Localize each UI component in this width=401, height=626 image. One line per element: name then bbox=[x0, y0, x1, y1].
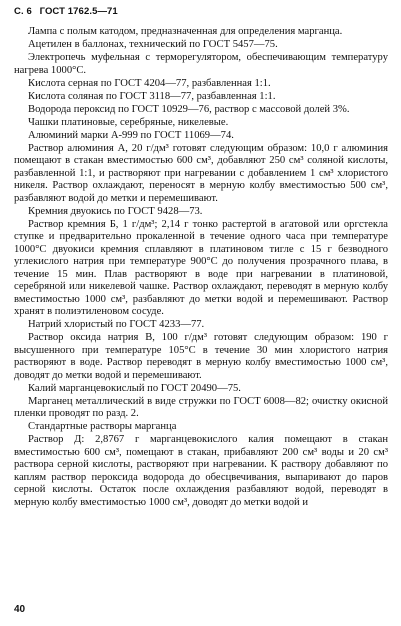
paragraph-sodium-chloride: Натрий хлористый по ГОСТ 4233—77. bbox=[28, 319, 205, 330]
paragraph-sulfuric-acid: Кислота серная по ГОСТ 4204—77, разбавленная 1:1. bbox=[28, 77, 271, 89]
paragraph-silica: Кремния двуокись по ГОСТ 9428—73. bbox=[28, 205, 203, 217]
paragraph-manganese-metal: Марганец металлический в виде стружки по ГОСТ 6008—82; очистку окисной пленки проводят по разд. 2. bbox=[14, 395, 388, 419]
paragraph-hydrogen-peroxide: Водорода пероксид по ГОСТ 10929—76, раствор с массовой долей 3%. bbox=[28, 103, 350, 115]
subheading-standard-solutions: Стандартные растворы марганца bbox=[28, 421, 177, 432]
paragraph-sodium-oxide-solution: Раствор оксида натрия В, 100 г/дм³ готовят следующим образом: 190 г высушенного при температуре 105°С в течение 30 мин хлористого натрия растворяют в воде. Раствор переводят в мерную колбу вместимостью 1000 см³, доводят до метки водой и перемешивают. bbox=[14, 332, 388, 381]
paragraph-aluminium-solution: Раствор алюминия А, 20 г/дм³ готовят следующим образом: 10,0 г алюминия помещают в стакан вместимостью 600 см³, добавляют 250 см³ соляной кислоты, разбавленной 1:1, и растворяют при нагревании с добавлением 1 см³ хлористого никеля. Раствор охлаждают, переносят в мерную колбу вместимостью 500 см³, разбавляют водой до метки и перемешивают. bbox=[14, 142, 388, 204]
paragraph-lamp: Лампа с полым катодом, предназначенная для определения марганца. bbox=[28, 26, 343, 37]
page-number: 40 bbox=[14, 604, 26, 615]
paragraph-furnace: Электропечь муфельная с терморегулятором, обеспечивающим температуру нагрева 1000°С. bbox=[14, 52, 388, 76]
paragraph-aluminium: Алюминий марки А-999 по ГОСТ 11069—74. bbox=[28, 129, 234, 141]
document-body bbox=[14, 26, 388, 509]
paragraph-silicon-solution: Раствор кремния Б, 1 г/дм³; 2,14 г тонко растертой в агатовой или оргстекла ступке и предварительно прокаленной в течение одного часа при температуре 1000°С двуокиси кремния сплавляют в платиновом тигле с 15 г безводного углекислого натрия при температуре 900°С до получения прозрачного плава, в течение 15 мин. Плав растворяют в воде при нагревании в платиновой, серебряной или никелевой чашке. Раствор охлаждают, переводят в мерную колбу вместимостью 1000 см³, разбавляют до метки водой и перемешивают. Раствор хранят в полиэтиленовом сосуде. bbox=[14, 218, 388, 317]
paragraph-dishes: Чашки платиновые, серебряные, никелевые. bbox=[28, 116, 229, 128]
paragraph-solution-d: Раствор Д: 2,8767 г марганцевокислого калия помещают в стакан вместимостью 600 см³, помещают в стакан, прибавляют 200 см³ воды и 20 см³ раствора серной кислоты, растворяют при нагревании. К раствору добавляют по каплям раствор пероксида водорода до обесцвечивания, выпаривают до паров серной кислоты. Остаток после охлаждения разбавляют водой, переводят в мерную колбу вместимостью 1000 см³, доводят до метки водой и bbox=[14, 434, 388, 508]
running-header bbox=[14, 6, 118, 17]
paragraph-permanganate: Калий марганцевокислый по ГОСТ 20490—75. bbox=[28, 382, 241, 394]
page-section-label: С. 6 bbox=[14, 6, 32, 17]
paragraph-hydrochloric-acid: Кислота соляная по ГОСТ 3118—77, разбавленная 1:1. bbox=[28, 90, 276, 102]
paragraph-acetylene: Ацетилен в баллонах, технический по ГОСТ 5457—75. bbox=[28, 39, 278, 50]
standard-number: ГОСТ 1762.5—71 bbox=[39, 6, 118, 17]
